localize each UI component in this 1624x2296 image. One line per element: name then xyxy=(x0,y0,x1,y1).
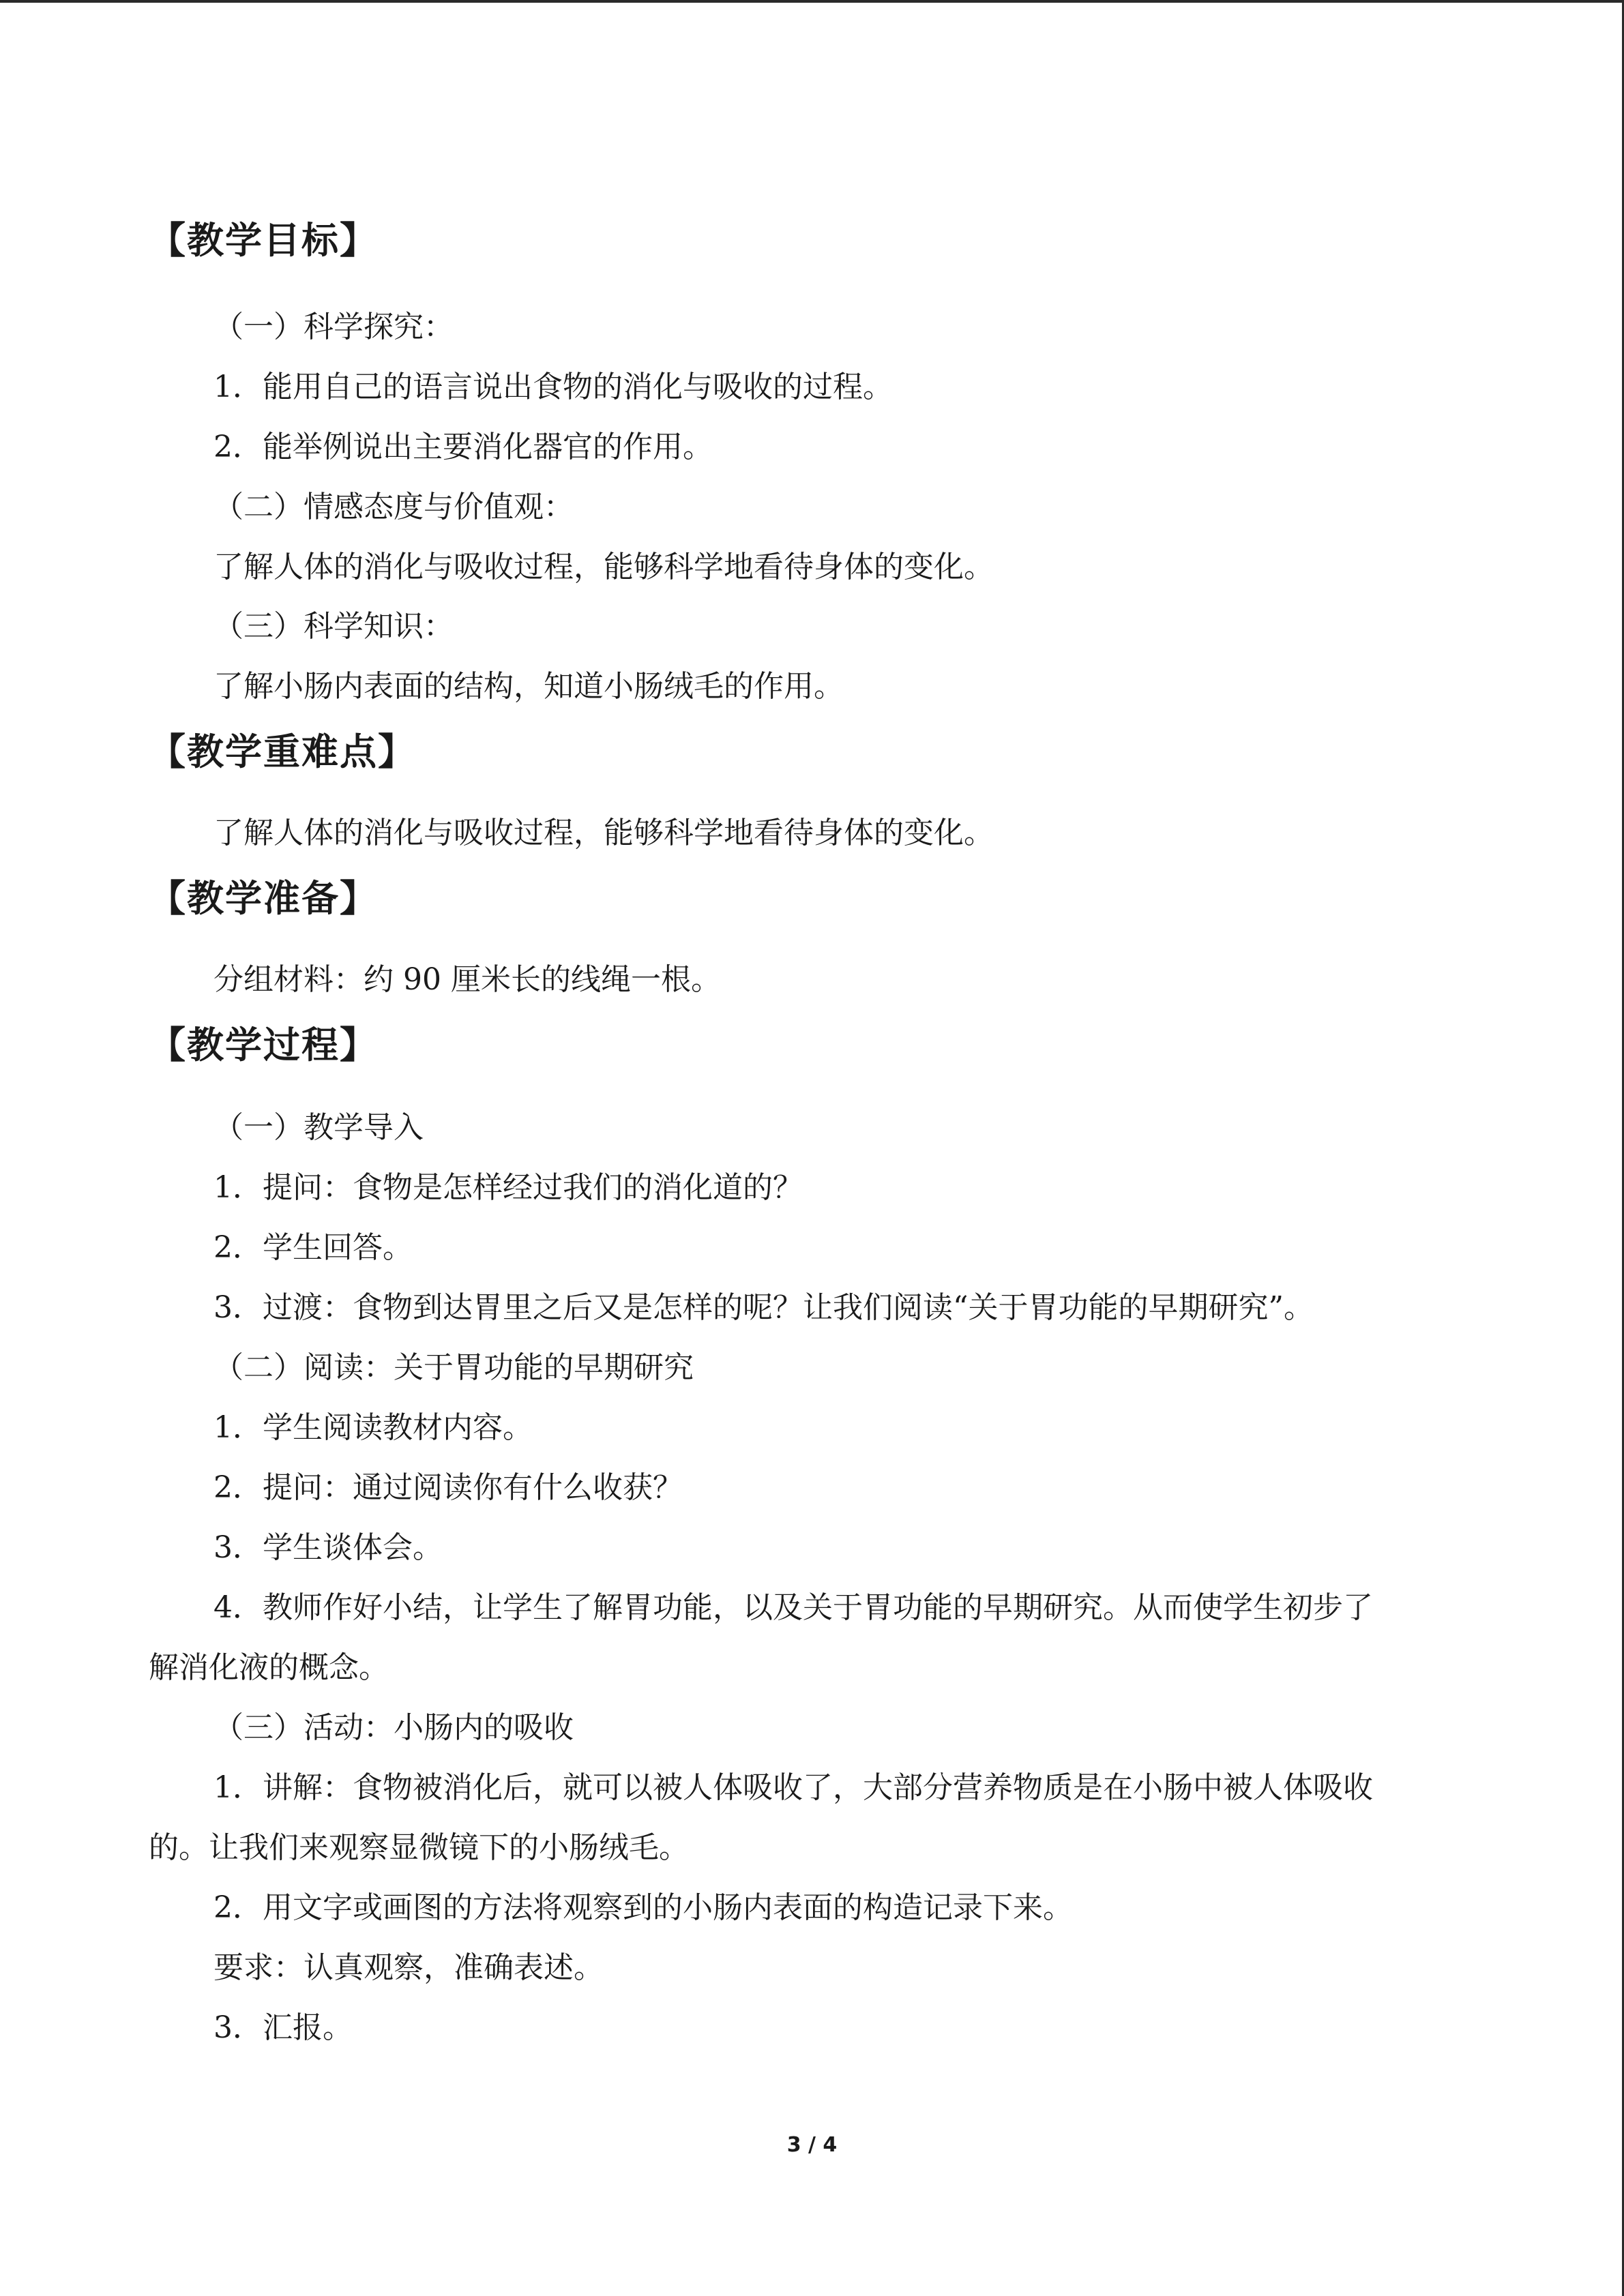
process-sub-activity: （三）活动：小肠内的吸收 xyxy=(213,1710,574,1745)
process-reading-item-1: 1．学生阅读教材内容。 xyxy=(213,1410,533,1445)
heading-objectives: 【教学目标】 xyxy=(149,219,378,262)
page-number: 3 / 4 xyxy=(786,2133,838,2157)
heading-key-points: 【教学重难点】 xyxy=(149,730,416,773)
objectives-item-2: 2．能举例说出主要消化器官的作用。 xyxy=(213,430,713,464)
heading-preparation: 【教学准备】 xyxy=(149,877,378,920)
objectives-sub-attitude: （二）情感态度与价值观： xyxy=(213,490,574,524)
heading-process: 【教学过程】 xyxy=(149,1024,378,1067)
process-reading-item-4-line-2: 解消化液的概念。 xyxy=(149,1650,389,1685)
preparation-text: 分组材料：约 90 厘米长的线绳一根。 xyxy=(213,962,721,997)
process-activity-item-3: 3．汇报。 xyxy=(213,2010,353,2045)
process-activity-item-1-line-1: 1．讲解：食物被消化后，就可以被人体吸收了，大部分营养物质是在小肠中被人体吸收 xyxy=(213,1770,1373,1805)
process-activity-item-1-line-2: 的。让我们来观察显微镜下的小肠绒毛。 xyxy=(149,1830,689,1865)
process-reading-item-2: 2．提问：通过阅读你有什么收获？ xyxy=(213,1470,683,1505)
process-activity-requirement: 要求：认真观察，准确表述。 xyxy=(213,1950,604,1985)
objectives-item-1: 1．能用自己的语言说出食物的消化与吸收的过程。 xyxy=(213,370,893,404)
objectives-sub-inquiry: （一）科学探究： xyxy=(213,310,454,344)
process-intro-item-3: 3．过渡：食物到达胃里之后又是怎样的呢？让我们阅读“关于胃功能的早期研究”。 xyxy=(213,1290,1314,1325)
process-intro-item-2: 2．学生回答。 xyxy=(213,1230,413,1265)
process-activity-item-2: 2．用文字或画图的方法将观察到的小肠内表面的构造记录下来。 xyxy=(213,1890,1073,1925)
process-sub-reading: （二）阅读：关于胃功能的早期研究 xyxy=(213,1350,694,1385)
page-top-border xyxy=(0,0,1624,3)
process-sub-intro: （一）教学导入 xyxy=(213,1110,424,1145)
process-intro-item-1: 1．提问：食物是怎样经过我们的消化道的？ xyxy=(213,1170,803,1205)
key-points-text: 了解人体的消化与吸收过程，能够科学地看待身体的变化。 xyxy=(213,816,994,850)
objectives-knowledge-text: 了解小肠内表面的结构，知道小肠绒毛的作用。 xyxy=(213,669,844,704)
process-reading-item-4-line-1: 4．教师作好小结，让学生了解胃功能，以及关于胃功能的早期研究。从而使学生初步了 xyxy=(213,1590,1373,1625)
objectives-attitude-text: 了解人体的消化与吸收过程，能够科学地看待身体的变化。 xyxy=(213,550,994,584)
process-reading-item-3: 3．学生谈体会。 xyxy=(213,1530,443,1565)
objectives-sub-knowledge: （三）科学知识： xyxy=(213,609,454,644)
